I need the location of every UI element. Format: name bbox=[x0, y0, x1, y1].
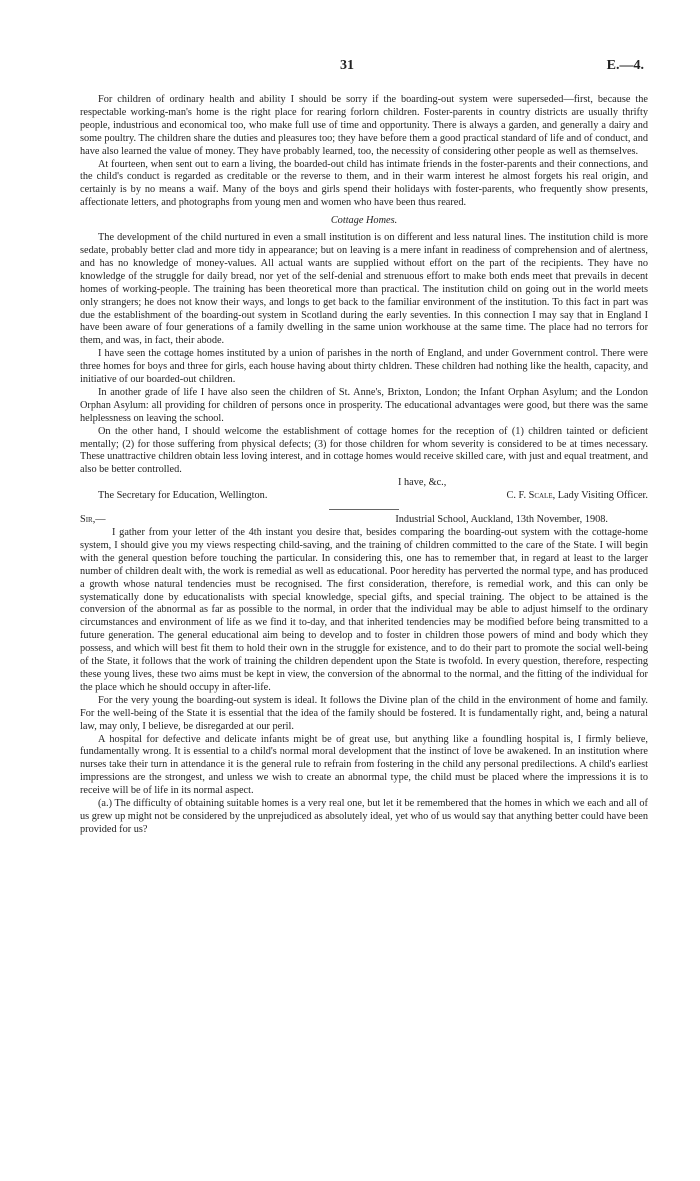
paragraph: I have seen the cottage homes instituted by a union of parishes in the north of England, and under Government control. There were three homes for boys and three for girls, each house having about thirty chldren. These children had nothing like the health, capacity, and initiative of our boarded-out children. bbox=[80, 348, 648, 386]
paragraph: (a.) The difficulty of obtaining suitable homes is a very real one, but let it be remembered that the homes in which we each and all of us grew up might not be considered by the unprejudiced as absolutely ideal, yet who of us would say that anything better could have been provided for us? bbox=[80, 798, 648, 835]
document-body bbox=[80, 94, 648, 837]
signature-name: C. F. Scale bbox=[506, 490, 553, 502]
letter-place-date: Industrial School, Auckland, 13th November, 1908. bbox=[395, 514, 608, 526]
page-number: 31 bbox=[340, 58, 354, 73]
paragraph: The development of the child nurtured in even a small institution is on different and less natural lines. The institution child is more sedate, probably better clad and more tidy in appearance; but on leaving is a mere infant in readiness of comprehension and of alertness, and has no knowledge of money-values. All actual wants are supplied without effort on the part of the recipients. They have no knowledge of the struggle for daily bread, nor yet of the self-denial and strenuous effort to make both ends meet that prevails in decent homes of working-people. The training has been theoretical more than practical. The institution child on going out in the world meets only strangers; he does not know their ways, and longs to get back to the familiar environment of the institution. To this fact in part was due the establishment of the boarding-out system in Scotland during the early seventies. In this connection I may say that in England I have been aware of four generations of a family dwelling in the same union workhouse at the same time. The place had no terrors for them, and was, in fact, their abode. bbox=[80, 232, 648, 347]
signoff-row bbox=[80, 490, 648, 503]
paragraph: A hospital for defective and delicate infants might be of great use, but anything like a foundling hospital is, I firmly believe, fundamentally wrong. It is essential to a child's normal moral development that the instinct of love be awakened. In an institution where nurses take their turn in attendance it is the general rule to refrain from fostering in the child any personal predilections. A child's earliest impressions are the strongest, and unless we wish to create an abnormal type, the child must be placed where the impressions it is to receive will be of life in its normal aspect. bbox=[80, 733, 648, 797]
letter-heading bbox=[80, 514, 648, 527]
paragraph: In another grade of life I have also seen the children of St. Anne's, Brixton, London; the Infant Orphan Asylum; and the London Orphan Asylum: all providing for children of persons once in prosperity. The educational advantages were good, but there was the same helplessness on leaving the school. bbox=[80, 386, 648, 424]
page-header bbox=[0, 60, 700, 80]
paragraph: I gather from your letter of the 4th instant you desire that, besides comparing the boarding-out system with the cottage-home system, I should give you my views respecting child-saving, and the training of children committed to the care of the State. I will begin with the general question before touching the particular. In considering this, one has to remember that, in regard at least to the larger number of children dealt with, the work is remedial as well as educational. Poor heredity has perverted the normal type, and has produced a growth whose natural tendencies must be recognised. The first consideration, therefore, is remedial work, and this can only be systematically done by educationalists with special knowledge, special gifts, and special training. The object to be attained is the conversion of the abnormal as far as possible to the normal, in order that the individual may be able to adjust himself to the ordinary circumstances and environment of life as we find it to-day, and that inherited tendencies may be modified before being transmitted to a future generation. The general educational aim being to develop and to foster in children those powers of mind and body which they possess, and which will best fit them to hold their own in the struggle for existence, and to do their part to promote the social well-being of the State, it follows that the work of training the children dependent upon the State is twofold. In every question, therefore, respecting these young lives, these two aims must be kept in view, the conversion of the abnormal to the normal, and the fitting of the individual for the place which he should occupy in after-life. bbox=[80, 527, 648, 693]
addressee: The Secretary for Education, Wellington. bbox=[98, 490, 268, 502]
paragraph: For the very young the boarding-out system is ideal. It follows the Divine plan of the child in the environment of home and family. For the well-being of the State it is essential that the idea of the family should be fostered. It is fundamentally right, and, being a natural law, may only, I believe, be disregarded at our peril. bbox=[80, 694, 648, 732]
paragraph: At fourteen, when sent out to earn a living, the boarded-out child has intimate friends in the foster-parents and their connections, and the child's conduct is regarded as creditable or the reverse to them, and in their warm interest he almost forgets his real origin, and certainly is by no means a waif. Many of the boys and girls spend their holidays with foster-parents, who frequently show presents, affectionate letters, and photographs from young men and women who have been thus reared. bbox=[80, 158, 648, 209]
signature-title: , Lady Visiting Officer. bbox=[552, 490, 648, 502]
letter-closing: I have, &c., bbox=[398, 477, 447, 489]
salutation: Sir,— bbox=[80, 514, 106, 526]
document-reference: E.—4. bbox=[606, 58, 644, 73]
section-heading: Cottage Homes. bbox=[330, 215, 398, 227]
paragraph: On the other hand, I should welcome the establishment of cottage homes for the reception of (1) children tainted or deficient mentally; (2) for those suffering from physical defects; (3) for those children for whom severity is considered to be at times necessary. These unattractive children obtain less loving interest, and in cottage homes would receive skilled care, with just and equal treatment, and also be better controlled. bbox=[80, 425, 648, 476]
signature bbox=[507, 490, 648, 503]
section-divider bbox=[329, 509, 399, 510]
paragraph: For children of ordinary health and ability I should be sorry if the boarding-out system were superseded—first, because the respectable working-man's home is the right place for rearing forlorn children. Foster-parents in country districts are usually thrifty people, industrious and economical too, who make full use of time and opportunity. There is always a garden, and generally a dairy and some poultry. The children share the duties and pleasures too; they have before them a good practical standard of life and of conduct, and have also learned the value of money. They have probably learned, too, the necessity of considering other people as well as themselves. bbox=[80, 94, 648, 157]
